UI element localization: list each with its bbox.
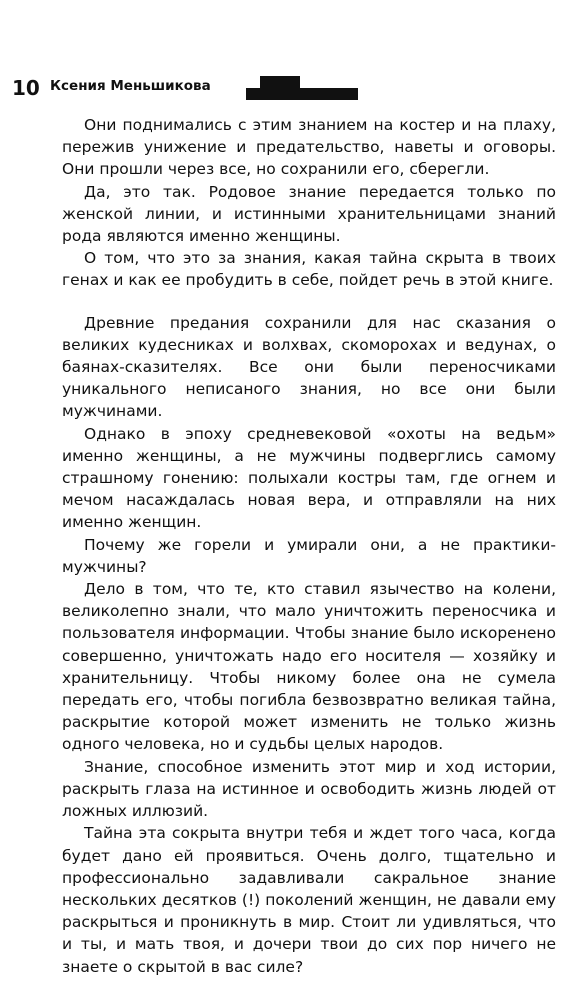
section-gap	[62, 292, 556, 312]
paragraph: Они поднимались с этим знанием на костер и на плаху, пережив унижение и предательство, наветы и оговоры. Они прошли через все, но сохранили его, сберегли.	[62, 116, 556, 179]
page-number: 10	[12, 76, 40, 100]
running-header	[10, 68, 550, 104]
paragraph: Тайна эта сокрыта внутри тебя и ждет того часа, когда будет дано ей проявиться. Очень долго, тщательно и профессионально задавливали сакральное знание нескольких десятков (!) поколений женщин, не давали ему раскрыться и проникнуть в мир. Стоит ли удивляться, что и ты, и мать твоя, и дочери твои до сих пор ничего не знаете о скрытой в вас силе?	[62, 824, 556, 976]
paragraph: Да, это так. Родовое знание передается только по женской линии, и истинными хранительницами знаний рода являются именно женщины.	[62, 182, 556, 246]
paragraph: О том, что это за знания, какая тайна скрыта в твоих генах и как ее пробудить в себе, пойдет речь в этой книге.	[62, 249, 556, 290]
paragraph: Однако в эпоху средневековой «охоты на ведьм» именно женщины, а не мужчины подверглись самому страшному гонению: полыхали костры там, где огнем и мечом насаждалась новая вера, и отправляли на них именно женщин.	[62, 424, 556, 532]
author-name: Ксения Меньшикова	[50, 78, 211, 94]
body-text	[62, 114, 556, 978]
paragraph: Знание, способное изменить этот мир и ход истории, раскрыть глаза на истинное и освободить жизнь людей от ложных иллюзий.	[62, 757, 556, 821]
header-rule-block	[260, 76, 300, 100]
paragraph: Дело в том, что те, кто ставил язычество на колени, великолепно знали, что мало уничтожить переносчика и пользователя информации. Чтобы знание было искоренено совершенно, уничтожать надо его носителя — хозяйку и хранительницу. Чтобы никому более она не сумела передать его, чтобы погибла безвозвратно великая тайна, раскрытие которой может изменить не только жизнь одного человека, но и судьбы целых народов.	[62, 580, 556, 754]
paragraph: Почему же горели и умирали они, а не практики-мужчины?	[62, 535, 556, 576]
paragraph: Древние предания сохранили для нас сказания о великих кудесниках и волхвах, скоморохах и ведунах, о баянах-сказителях. Все они были переносчиками уникального неписаного знания, но все они были мужчинами.	[62, 313, 556, 421]
